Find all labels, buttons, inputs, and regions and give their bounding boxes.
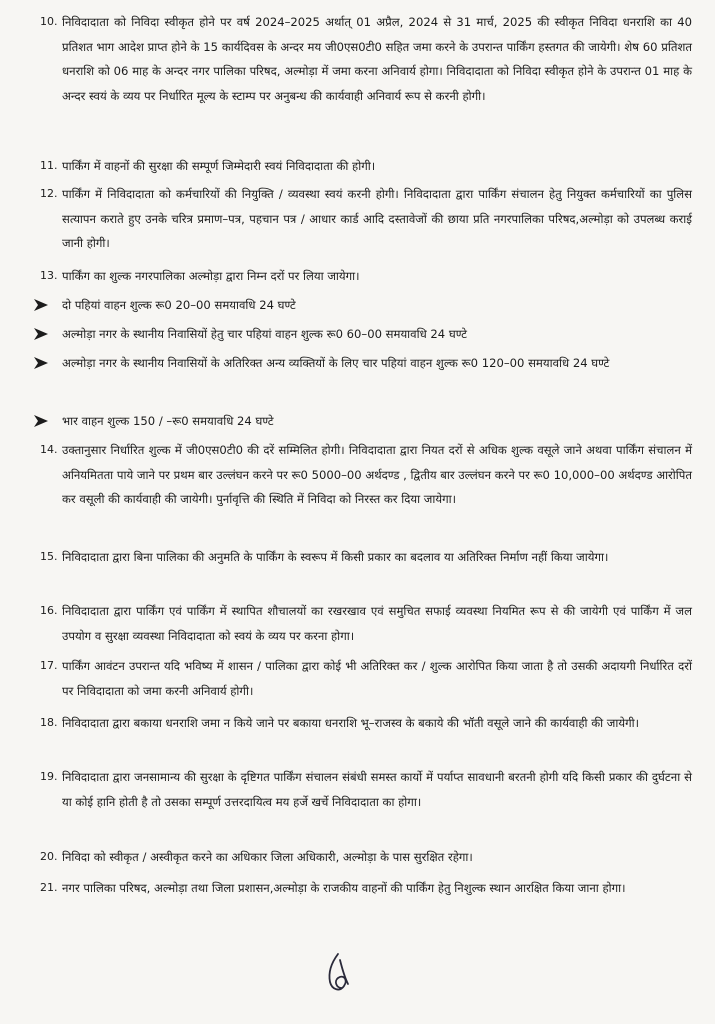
clause-text: नगर पालिका परिषद, अल्मोड़ा तथा जिला प्रशासन,अल्मोड़ा के राजकीय वाहनों की पार्किंग हेतु निशुल्क स्थान आरक्षित किया जाना होगा।	[62, 881, 626, 895]
clause-text: पार्किंग में निविदादाता को कर्मचारियों की नियुक्ति / व्यवस्था स्वयं करनी होगी। निविदादाता द्वारा पार्किंग संचालन हेतु नियुक्त कर्मचारियों का पुलिस सत्यापन कराते हुए उनके चरित्र प्रमाण–पत्र, पहचान पत्र / आधार कार्ड आदि दस्तावेजों की छाया प्रति नगरपालिका परिषद,अल्मोड़ा को उपलब्ध कराई जानी होगी।	[62, 187, 692, 251]
handwritten-signature	[318, 950, 358, 994]
clause-text: उक्तानुसार निर्धारित शुल्क में जी0एस0टी0 की दरें सम्मिलित होगी। निविदादाता द्वारा नियत दरों से अधिक शुल्क वसूले जाने अथवा पार्किंग संचालन में अनियमितता पाये जाने पर प्रथम बार उल्लंघन करने पर रू0 5000–00 अर्थदण्ड , द्वितीय बार उल्लंघन करने पर रू0 10,000–00 अर्थदण्ड आरोपित कर वसूली की कार्यवाही की जायेगी। पुर्नावृत्ति की स्थिति में निविदा को निरस्त कर दिया जायेगा।	[62, 443, 692, 507]
clause-text: निविदादाता द्वारा बकाया धनराशि जमा न किये जाने पर बकाया धनराशि भू–राजस्व के बकाये की भॉती वसूले जाने की कार्यवाही की जायेगी।	[62, 716, 640, 730]
arrowhead-bullet-icon	[33, 414, 49, 428]
clause-number: 17.	[40, 659, 58, 672]
arrowhead-bullet-icon	[33, 327, 49, 341]
clause-number: 21.	[40, 881, 58, 894]
clause-number: 16.	[40, 604, 58, 617]
arrowhead-bullet-icon	[33, 298, 49, 312]
clause-text: पार्किंग का शुल्क नगरपालिका अल्मोड़ा द्वारा निम्न दरों पर लिया जायेगा।	[62, 269, 360, 283]
clause-number: 18.	[40, 716, 58, 729]
clause-number: 13.	[40, 269, 58, 282]
clause-number: 10.	[40, 15, 58, 28]
clause-text: निविदादाता द्वारा पार्किंग एवं पार्किंग में स्थापित शौचालयों का रखरखाव एवं समुचित सफाई व्यवस्था नियमित रूप से की जायेगी एवं पार्किंग में जल उपयोग व सुरक्षा व्यवस्था निविदादाता को स्वयं के व्यय पर करना होगा।	[62, 604, 692, 643]
clause-number: 20.	[40, 850, 58, 863]
rate-text: भार वाहन शुल्क 150 / –रू0 समयावधि 24 घण्टे	[62, 414, 274, 428]
clause-number: 14.	[40, 443, 58, 456]
clause-number: 19.	[40, 770, 58, 783]
rate-text: अल्मोड़ा नगर के स्थानीय निवासियों के अतिरिक्त अन्य व्यक्तियों के लिए चार पहियां वाहन शुल्क रू0 120–00 समयावधि 24 घण्टे	[62, 356, 610, 370]
clause-number: 15.	[40, 550, 58, 563]
clause-text: निविदादाता को निविदा स्वीकृत होने पर वर्ष 2024–2025 अर्थात् 01 अप्रैल, 2024 से 31 मार्च, 2025 की स्वीकृत निविदा धनराशि का 40 प्रतिशत भाग आदेश प्राप्त होने के 15 कार्यदिवस के अन्दर मय जी0एस0टी0 सहित जमा करने के उपरान्त पार्किंग हस्तगत की जायेगी। शेष 60 प्रतिशत धनराशि को 06 माह के अन्दर नगर पालिका परिषद, अल्मोड़ा में जमा करना अनिवार्य होगा। निविदादाता को निविदा स्वीकृत होने के उपरान्त 01 माह के अन्दर स्वयं के व्यय पर निर्धारित मूल्य के स्टाम्प पर अनुबन्ध की कार्यवाही अनिवार्य रूप से करनी होगी।	[62, 15, 692, 103]
clause-text: पार्किंग में वाहनों की सुरक्षा की सम्पूर्ण जिम्मेदारी स्वयं निविदादाता की होगी।	[62, 159, 376, 173]
clause-text: निविदा को स्वीकृत / अस्वीकृत करने का अधिकार जिला अधिकारी, अल्मोड़ा के पास सुरक्षित रहेगा।	[62, 850, 473, 864]
rate-text: अल्मोड़ा नगर के स्थानीय निवासियों हेतु चार पहियां वाहन शुल्क रू0 60–00 समयावधि 24 घण्टे	[62, 327, 467, 341]
rate-text: दो पहियां वाहन शुल्क रू0 20–00 समयावधि 24 घण्टे	[62, 298, 296, 312]
arrowhead-bullet-icon	[33, 356, 49, 370]
clause-text: निविदादाता द्वारा बिना पालिका की अनुमति के पार्किंग के स्वरूप में किसी प्रकार का बदलाव या अतिरिक्त निर्माण नहीं किया जायेगा।	[62, 550, 609, 564]
clause-number: 12.	[40, 187, 58, 200]
clause-number: 11.	[40, 159, 58, 172]
clause-text: पार्किंग आवंटन उपरान्त यदि भविष्य में शासन / पालिका द्वारा कोई भी अतिरिक्त कर / शुल्क आरोपित किया जाता है तो उसकी अदायगी निर्धारित दरों पर निविदादाता को जमा करनी अनिवार्य होगी।	[62, 659, 692, 698]
clause-text: निविदादाता द्वारा जनसामान्य की सुरक्षा के दृष्टिगत पार्किंग संचालन संबंधी समस्त कार्यो में पर्याप्त सावधानी बरतनी होगी यदि किसी प्रकार की दुर्घटना से या कोई हानि होती है तो उसका सम्पूर्ण उत्तरदायित्व मय हर्जे खर्चे निविदादाता का होगा।	[62, 770, 692, 809]
